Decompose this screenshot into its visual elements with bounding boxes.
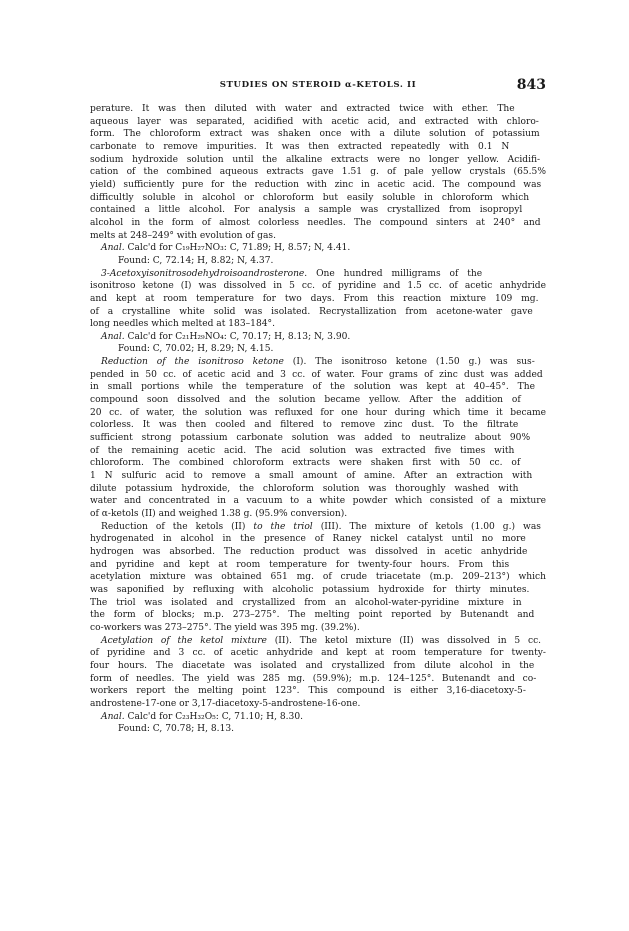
text-line: four hours. The diacetate was isolated and crystallized from dilute alcohol in the <box>90 660 535 671</box>
text-line: androstene-17-one or 3,17-diacetoxy-5-androstene-16-one. <box>90 698 361 709</box>
analysis-calcd-line: Anal. Calc'd for C₁₉H₂₇NO₃: C, 71.89; H, 8.57; N, 4.41. <box>101 243 351 254</box>
text-line: aqueous layer was separated, acidified with acetic acid, and extracted with chloro- <box>90 116 539 127</box>
subsection-heading-line: Reduction of the ketols (II) to the triol (III). The mixture of ketols (1.00 g.) was <box>101 521 541 532</box>
text-line: yield) sufficiently pure for the reduction with zinc in acetic acid. The compound was <box>90 179 542 190</box>
text-line: water and concentrated in a vacuum to a white powder which consisted of a mixture <box>90 496 546 507</box>
subsection-heading-line: 3-Acetoxyisonitrosodehydroisoandrosterone. One hundred milligrams of the <box>101 268 483 279</box>
text-line: pended in 50 cc. of acetic acid and 3 cc. of water. Four grams of zinc dust was added <box>90 369 543 380</box>
subsection-heading-line: Acetylation of the ketol mixture (II). The ketol mixture (II) was dissolved in 5 cc. <box>101 635 542 646</box>
text-line: co-workers was 273–275°. The yield was 395 mg. (39.2%). <box>90 622 360 633</box>
text-line: hydrogen was absorbed. The reduction product was dissolved in acetic anhydride <box>90 546 528 557</box>
page-header <box>90 77 546 95</box>
text-line: and pyridine and kept at room temperature for twenty-four hours. From this <box>90 559 510 570</box>
text-line: perature. It was then diluted with water and extracted twice with ether. The <box>90 104 515 114</box>
text-line: sufficient strong potassium carbonate solution was added to neutralize about 90% <box>90 433 531 444</box>
text-line: carbonate to remove impurities. It was then extracted repeatedly with 0.1 N <box>90 141 510 152</box>
analysis-found-line: Found: C, 70.02; H, 8.29; N, 4.15. <box>118 344 274 355</box>
text-line: form. The chloroform extract was shaken once with a dilute solution of potassium <box>90 129 540 140</box>
text-line: difficultly soluble in alcohol or chloroform but easily soluble in chloroform which <box>90 192 530 203</box>
page-number: 843 <box>516 77 546 93</box>
analysis-found-line: Found: C, 70.78; H, 8.13. <box>118 724 235 735</box>
text-line: 1 N sulfuric acid to remove a small amount of amine. After an extraction with <box>90 471 533 482</box>
text-line: compound soon dissolved and the solution became yellow. After the addition of <box>90 395 521 406</box>
text-line: long needles which melted at 183–184°. <box>90 319 275 330</box>
text-line: of the remaining acetic acid. The acid solution was extracted five times with <box>90 445 515 456</box>
text-line: of a crystalline white solid was isolated. Recrystallization from acetone-water gave <box>90 306 533 317</box>
text-line: and kept at room temperature for two days. From this reaction mixture 109 mg. <box>90 293 539 304</box>
text-line: 20 cc. of water, the solution was refluxed for one hour during which time it became <box>90 407 546 418</box>
text-line: was saponified by refluxing with alcoholic potassium hydroxide for thirty minutes. <box>90 584 530 595</box>
text-line: isonitroso ketone (I) was dissolved in 5 cc. of pyridine and 1.5 cc. of acetic anhydride <box>90 281 546 292</box>
analysis-found-line: Found: C, 72.14; H, 8.82; N, 4.37. <box>118 255 274 266</box>
text-line: the form of blocks; m.p. 273–275°. The melting point reported by Butenandt and <box>90 610 535 621</box>
text-line: acetylation mixture was obtained 651 mg. of crude triacetate (m.p. 209–213°) which <box>90 572 546 583</box>
text-line: melts at 248–249° with evolution of gas. <box>90 230 276 241</box>
text-line: form of needles. The yield was 285 mg. (59.9%); m.p. 124–125°. Butenandt and co- <box>90 673 537 684</box>
running-title: STUDIES ON STEROID α-KETOLS. II <box>219 80 417 90</box>
text-line: cation of the combined aqueous extracts gave 1.51 g. of pale yellow crystals (65.5% <box>90 167 546 178</box>
text-line: of α-ketols (II) and weighed 1.38 g. (95.9% conversion). <box>90 509 348 519</box>
text-line: colorless. It was then cooled and filtered to remove zinc dust. To the filtrate <box>90 420 519 431</box>
text-line: alcohol in the form of almost colorless needles. The compound sinters at 240° and <box>90 217 541 228</box>
text-line: contained a little alcohol. For analysis a sample was crystallized from isopropyl <box>90 205 523 216</box>
analysis-calcd-line: Anal. Calc'd for C₂₁H₂₉NO₄: C, 70.17; H, 8.13; N, 3.90. <box>101 331 351 342</box>
text-line: The triol was isolated and crystallized from an alcohol-water-pyridine mixture in <box>90 597 522 608</box>
subsection-heading-line: Reduction of the isonitroso ketone (I). The isonitroso ketone (1.50 g.) was sus- <box>101 357 535 368</box>
text-line: dilute potassium hydroxide, the chloroform solution was thoroughly washed with <box>90 483 519 494</box>
article-body <box>90 103 546 736</box>
text-line: hydrogenated in alcohol in the presence of Raney nickel catalyst until no more <box>90 534 526 545</box>
text-line: chloroform. The combined chloroform extracts were shaken first with 50 cc. of <box>90 458 521 469</box>
text-line: workers report the melting point 123°. This compound is either 3,16-diacetoxy-5- <box>90 686 526 697</box>
analysis-calcd-line: Anal. Calc'd for C₂₃H₃₂O₅: C, 71.10; H, 8.30. <box>101 711 303 722</box>
text-line: sodium hydroxide solution until the alkaline extracts were no longer yellow. Acidifi- <box>90 154 541 165</box>
text-line: of pyridine and 3 cc. of acetic anhydride and kept at room temperature for twenty- <box>90 648 546 659</box>
text-line: in small portions while the temperature of the solution was kept at 40–45°. The <box>90 382 535 393</box>
